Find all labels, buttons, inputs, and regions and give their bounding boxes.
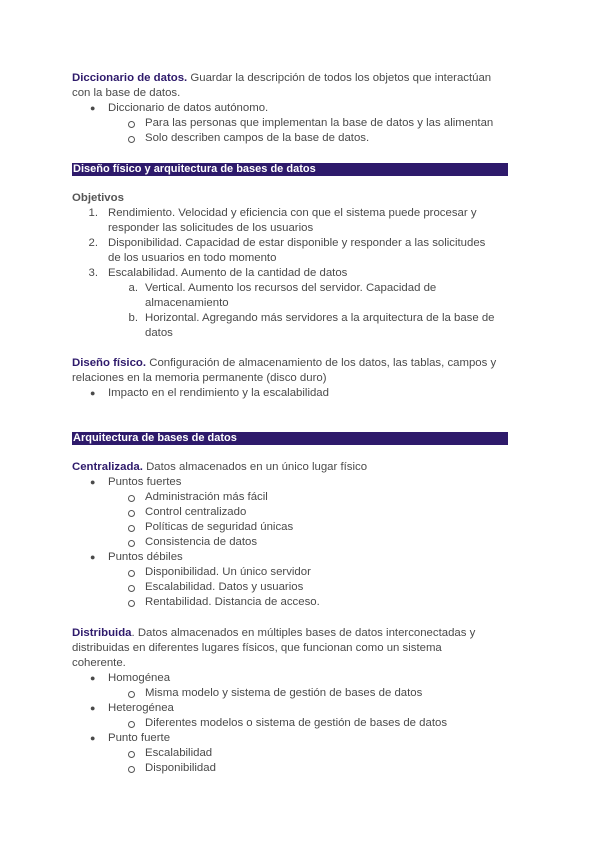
central-debiles: Puntos débiles [108, 551, 183, 563]
dict-desc-2: con la base de datos. [72, 87, 181, 99]
bullet-icon: ● [90, 552, 96, 562]
section-heading-arquitectura: Arquitectura de bases de datos [72, 432, 508, 445]
bullet-icon: ● [90, 388, 96, 398]
objetivo-1a: Rendimiento. Velocidad y eficiencia con que el sistema puede procesar y [108, 207, 477, 219]
distrib-pf1: Escalabilidad [145, 747, 213, 759]
bullet-icon: ● [90, 733, 96, 743]
distrib-fuerte: Punto fuerte [108, 732, 171, 744]
circle-bullet-icon [128, 585, 135, 592]
distrib-title: Distribuida [72, 627, 132, 639]
objetivo-2a: Disponibilidad. Capacidad de estar disponible y responder a las solicitudes [108, 237, 486, 249]
central-f4: Consistencia de datos [145, 536, 258, 548]
central-title: Centralizada. [72, 461, 143, 473]
dict-sub-2: Solo describen campos de la base de datos. [145, 132, 370, 144]
central-f1: Administración más fácil [145, 491, 268, 503]
bullet-icon: ● [90, 477, 96, 487]
circle-bullet-icon [128, 570, 135, 577]
list-number: 1. [88, 207, 98, 219]
dict-title: Diccionario de datos. [72, 72, 188, 84]
objetivo-1b: responder las solicitudes de los usuarios [108, 222, 314, 234]
list-letter: a. [128, 282, 138, 294]
fisico-desc-2: relaciones en la memoria permanente (disco duro) [72, 372, 327, 384]
circle-bullet-icon [128, 136, 135, 143]
dict-paragraph [72, 71, 491, 86]
dict-item: Diccionario de datos autónomo. [108, 102, 269, 114]
circle-bullet-icon [128, 540, 135, 547]
fisico-paragraph [72, 356, 496, 371]
fisico-item: Impacto en el rendimiento y la escalabilidad [108, 387, 329, 399]
distrib-desc-3: coherente. [72, 657, 126, 669]
section-heading-diseno: Diseño físico y arquitectura de bases de datos [72, 163, 508, 176]
distrib-hetero-1: Diferentes modelos o sistema de gestión de bases de datos [145, 717, 448, 729]
distrib-paragraph [72, 626, 475, 641]
dict-desc-1: Guardar la descripción de todos los objetos que interactúan [187, 72, 492, 84]
distrib-hetero: Heterogénea [108, 702, 174, 714]
objetivos-title: Objetivos [72, 192, 124, 204]
circle-bullet-icon [128, 600, 135, 607]
circle-bullet-icon [128, 510, 135, 517]
central-paragraph [72, 460, 367, 475]
circle-bullet-icon [128, 495, 135, 502]
circle-bullet-icon [128, 691, 135, 698]
circle-bullet-icon [128, 121, 135, 128]
objetivo-3a-1: Vertical. Aumento los recursos del servidor. Capacidad de [145, 282, 437, 294]
circle-bullet-icon [128, 525, 135, 532]
bullet-icon: ● [90, 673, 96, 683]
list-number: 3. [88, 267, 98, 279]
central-f3: Políticas de seguridad únicas [145, 521, 294, 533]
fisico-title: Diseño físico. [72, 357, 147, 369]
list-letter: b. [128, 312, 138, 324]
objetivo-2b: de los usuarios en todo momento [108, 252, 277, 264]
central-fuertes: Puntos fuertes [108, 476, 182, 488]
distrib-homo-1: Misma modelo y sistema de gestión de bases de datos [145, 687, 423, 699]
objetivo-3b-1: Horizontal. Agregando más servidores a la arquitectura de la base de [145, 312, 495, 324]
dict-sub-1: Para las personas que implementan la base de datos y las alimentan [145, 117, 494, 129]
central-f2: Control centralizado [145, 506, 247, 518]
bullet-icon: ● [90, 103, 96, 113]
fisico-desc-1: Configuración de almacenamiento de los datos, las tablas, campos y [146, 357, 497, 369]
circle-bullet-icon [128, 766, 135, 773]
distrib-homo: Homogénea [108, 672, 171, 684]
distrib-desc-2: distribuidas en diferentes lugares físicos, que funcionan como un sistema [72, 642, 442, 654]
circle-bullet-icon [128, 721, 135, 728]
bullet-icon: ● [90, 703, 96, 713]
circle-bullet-icon [128, 751, 135, 758]
central-d1: Disponibilidad. Un único servidor [145, 566, 311, 578]
central-d2: Escalabilidad. Datos y usuarios [145, 581, 304, 593]
objetivo-3b-2: datos [145, 327, 173, 339]
list-number: 2. [88, 237, 98, 249]
objetivo-3: Escalabilidad. Aumento de la cantidad de datos [108, 267, 348, 279]
central-desc: Datos almacenados en un único lugar físico [142, 461, 368, 473]
objetivo-3a-2: almacenamiento [145, 297, 229, 309]
distrib-desc-1: . Datos almacenados en múltiples bases de datos interconectadas y [131, 627, 476, 639]
distrib-pf2: Disponibilidad [145, 762, 216, 774]
central-d3: Rentabilidad. Distancia de acceso. [145, 596, 320, 608]
